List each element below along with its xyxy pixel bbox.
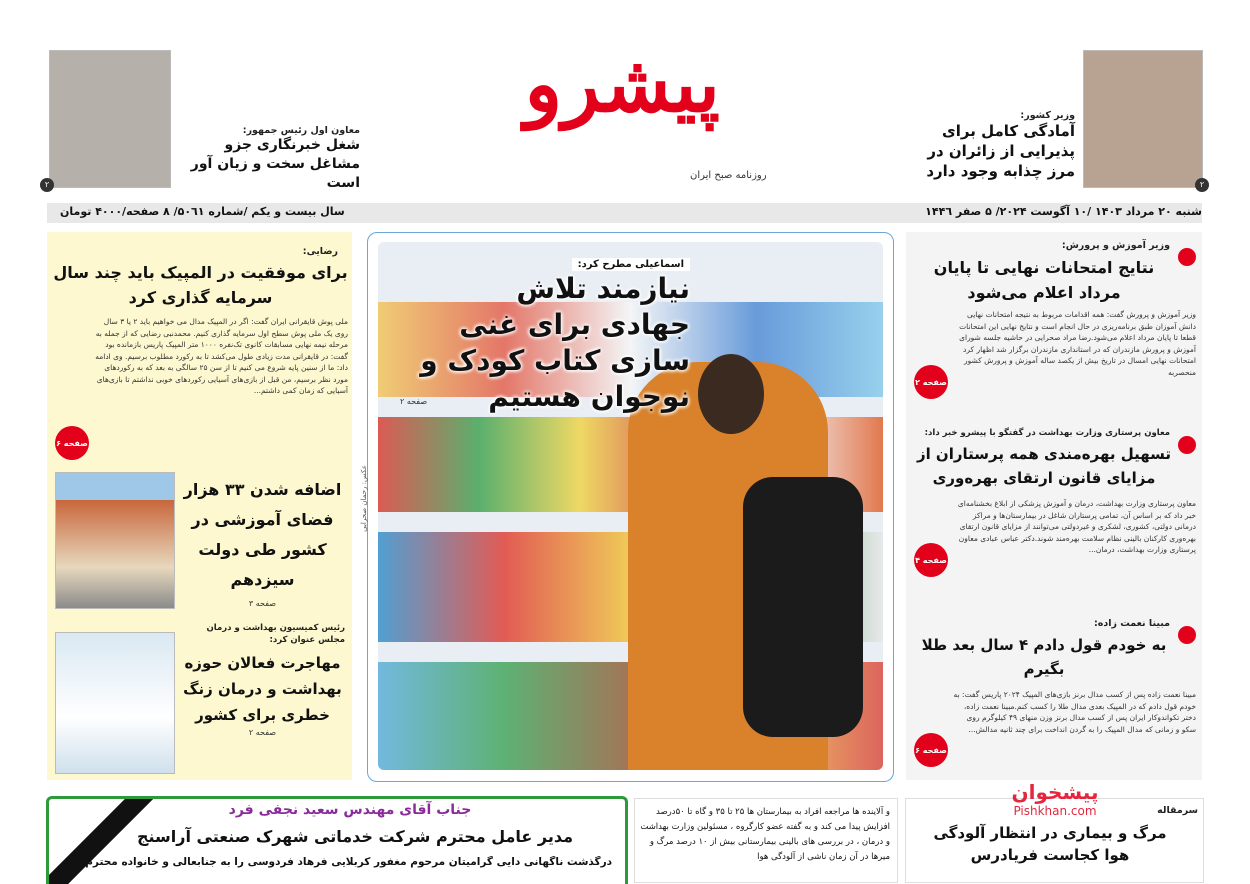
school-building-photo — [55, 472, 175, 609]
right-story-2-body: معاون پرستاری وزارت بهداشت، درمان و آموزش پزشکی از ابلاغ بخشنامه‌ای خبر داد که بر اساس آن، تمامی پرستاران شاغل در بیمارستان‌ها و مراکز درمانی دولتی، کشوری، لشکری و غیردولتی می‌توانند از مزایای قانون ارتقای بهره‌وری کارکنان بالینی نظام سلامت بهره‌مند شوند.دکتر عباس عبادی معاون پرستاری وزارت بهداشت، درمان... — [957, 499, 1196, 554]
right-story-2-title: تسهیل بهره‌مندی همه پرستاران از مزایای قانون ارتقای بهره‌وری — [916, 445, 1172, 487]
center-title: نیازمند تلاش جهادی برای غنی سازی کتاب کودک و نوجوان هستیم — [420, 272, 690, 413]
left-story-2[interactable] — [180, 475, 345, 608]
right-story-1[interactable] — [912, 240, 1196, 415]
editorial-text: و آلاینده ها مراجعه افراد به بیمارستان ها ۲۵ تا ۳۵ و گاه تا ۵۰درصد افزایش پیدا می کند و به گفته عضو کارگروه ، مسئولین وزارت بهداشت و درمان ، در بررسی های بالینی بیمارستانی بیش از ۱۰ درصد مرگ و میرها در آن زمان ناشی از آلودگی هوا — [640, 807, 890, 862]
logo-subtitle: روزنامه صبح ایران — [690, 170, 767, 181]
logo-text: پیشرو — [524, 39, 720, 130]
header-left-kicker: معاون اول رئیس جمهور: — [242, 125, 360, 136]
editorial-title: مرگ و بیماری در انتظار آلودگی هوا کجاست فریادرس — [933, 824, 1167, 864]
right-story-3-title: به خودم قول دادم ۴ سال بعد طلا بگیرم — [921, 636, 1167, 678]
left-story-2-title: اضافه شدن ۳۳ هزار فضای آموزشی در کشور طی دولت سیزدهم — [183, 480, 342, 589]
watermark-logo: پیشخوان — [1011, 780, 1099, 804]
watermark — [1000, 780, 1110, 818]
right-story-2-page-badge[interactable]: صفحه ۴ — [914, 543, 948, 577]
issue-line: سال بیست و یکم /شماره ۵۰٦۱/ ۸ صفحه/۴۰۰۰ تومان — [60, 205, 345, 218]
header-right-kicker: وزیر کشور: — [1020, 110, 1075, 121]
center-page-ref: صفحه ۲ — [400, 397, 428, 406]
right-story-3-page-badge[interactable]: صفحه ۶ — [914, 733, 948, 767]
condolence-line-3: درگذشت ناگهانی دایی گرامیتان مرحوم مغفور کربلایی فرهاد فردوسی را به جنابعالی و خانواده محترم — [85, 856, 612, 868]
center-kicker: اسماعیلی مطرح کرد: — [572, 258, 690, 271]
doctor-photo — [55, 632, 175, 774]
left-story-1[interactable] — [53, 246, 348, 461]
condolence-line-1: جناب آقای مهندس سعید نجفی فرد — [228, 802, 472, 818]
right-story-2-kicker: معاون پرستاری وزارت بهداشت در گفتگو با پیشرو خبر داد: — [924, 428, 1170, 438]
left-story-3[interactable] — [180, 622, 345, 737]
left-story-1-kicker: رضایی: — [302, 246, 338, 257]
right-story-3-body: مبینا نعمت زاده پس از کسب مدال برنز بازی‌های المپیک ۲۰۲۴ پاریس گفت: به خودم قول دادم که در المپیک بعدی مدال طلا را کسب کنم.مبینا نعمت زاده، دختر تکواندوکار ایران پس از کسب مدال برنز وزن منهای ۴۹ کیلوگرم روی سکو و زمانی که مدال المپیک را به گردن انداخت برای چند ثانیه مدالش... — [953, 690, 1196, 734]
left-story-1-title: برای موفقیت در المپیک باید چند سال سرمایه گذاری کرد — [53, 263, 348, 307]
editorial-kicker: سرمقاله — [1157, 805, 1198, 816]
vice-president-photo — [49, 50, 171, 188]
bullet-icon — [1178, 248, 1196, 266]
header-left-story[interactable] — [175, 125, 360, 193]
left-story-1-page-badge[interactable]: صفحه ۶ — [55, 426, 89, 460]
right-story-1-title: نتایج امتحانات نهایی تا پایان مرداد اعلام می‌شود — [933, 258, 1155, 302]
header-right-page-badge: ۲ — [1195, 178, 1209, 192]
center-headline-block[interactable] — [420, 252, 690, 415]
date-line: شنبه ۲۰ مرداد ۱۴۰۳ /۱۰ آگوست ۲۰۲۴/ ۵ صفر ۱۴۴٦ — [925, 205, 1202, 218]
right-story-1-page-badge[interactable]: صفحه ۲ — [914, 365, 948, 399]
header-right-story[interactable] — [905, 110, 1075, 181]
header-left-title: شغل خبرنگاری جزو مشاغل سخت و زیان آور است — [190, 137, 360, 191]
condolence-line-2: مدیر عامل محترم شرکت خدماتی شهرک صنعتی آراسنج — [136, 827, 574, 846]
right-story-2[interactable] — [912, 428, 1196, 608]
left-story-3-title: مهاجرت فعالان حوزه بهداشت و درمان زنگ خطری برای کشور — [183, 654, 342, 724]
header-right-title: آمادگی کامل برای پذیرایی از زائران در مرز چذابه وجود دارد — [926, 122, 1075, 180]
left-story-3-page: صفحه ۲ — [248, 728, 277, 737]
left-story-1-body: ملی پوش قایقرانی ایران گفت: اگر در المپیک مدال می خواهیم باید ۲ یا ۳ سال روی یک ملی پوش سطح اول سرمایه گذاری کنیم. محمدنبی رضایی که از جمله به مرحله نیمه نهایی مسابقات کانوی تک‌نفره ۱۰۰۰ متر المپیک پاریس بازمانده بود گفت: در قایقرانی مدت زیادی طول می‌کشد تا به رکورد مطلوب برسیم. وی ادامه داد: ما از سنین پایه شروع می کنیم تا از سن ۲۵ سالگی به بعد که به رکوردهای مورد نظر برسیم، من قبل از بازی‌های آسیایی رکوردهای خوبی نداشتم تا بازی‌های آسیایی که زمان کمی داشتم... — [95, 317, 348, 395]
header-left-page-badge: ۲ — [40, 178, 54, 192]
right-story-3[interactable] — [912, 618, 1196, 778]
bullet-icon — [1178, 626, 1196, 644]
right-story-1-body: وزیر آموزش و پرورش گفت: همه اقدامات مربوط به نتیجه امتحانات نهایی دانش آموزان طبق برنامه‌ریزی در حال انجام است و نتایج نهایی این امتحانات قطعا تا پایان مرداد اعلام می‌شود.رضا مراد صحرایی در حاشیه جلسه شورای آموزش و پرورش مازندران که در استانداری مازندران برگزار شد اظهار کرد امتحانات نهایی امسال در تاریخ بیش از یکصد ساله آموزش و پرورش کشور منحصربه — [959, 310, 1196, 377]
minister-photo — [1083, 50, 1203, 188]
left-story-3-kicker: رئیس کمیسیون بهداشت و درمان مجلس عنوان کرد: — [206, 623, 345, 645]
left-story-2-page: صفحه ۳ — [248, 599, 277, 608]
newspaper-logo — [524, 20, 720, 180]
backpack — [743, 477, 863, 737]
reader-head — [698, 354, 764, 434]
photo-credit: عکس: رحمان صحرایی — [360, 465, 368, 532]
right-story-1-kicker: وزیر آموزش و پرورش: — [1061, 240, 1170, 251]
right-story-3-kicker: مبینا نعمت زاده: — [1093, 618, 1170, 629]
watermark-url: Pishkhan.com — [1013, 804, 1097, 818]
bullet-icon — [1178, 436, 1196, 454]
